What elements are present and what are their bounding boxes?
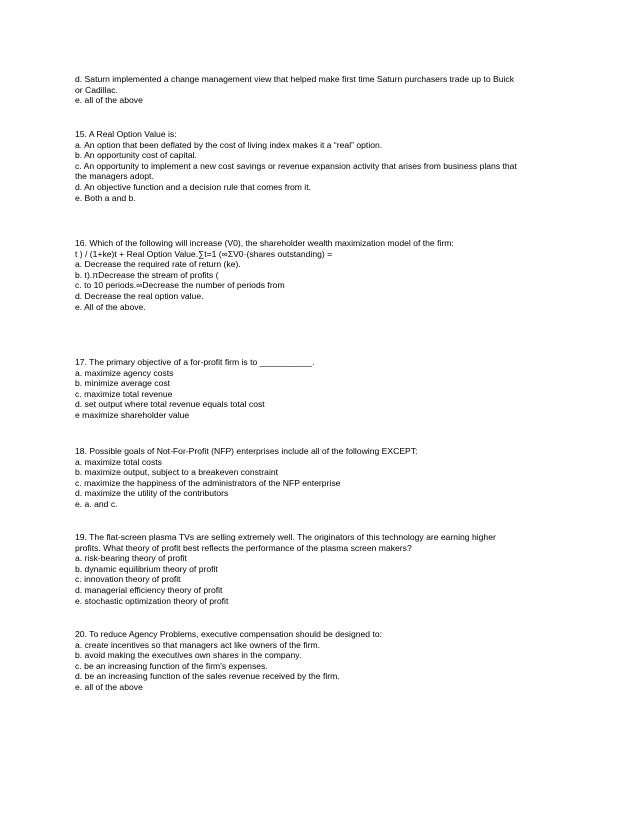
option-e: e. Both a and b. xyxy=(75,192,136,203)
question-15 xyxy=(75,129,575,203)
question-16 xyxy=(75,238,575,312)
option-d: d. be an increasing function of the sales revenue received by the firm. xyxy=(75,671,340,682)
formula-line: t ) / (1+ke)t + Real Option Value.∑t=1 (∞ΣV0·(shares outstanding) = xyxy=(75,248,333,259)
option-d: d. set output where total revenue equals total cost xyxy=(75,399,265,410)
option-a: a. maximize agency costs xyxy=(75,367,174,378)
option-e: e maximize shareholder value xyxy=(75,409,190,420)
option-d: d. managerial efficiency theory of profit xyxy=(75,584,223,595)
option-line: e. all of the above xyxy=(75,95,143,106)
option-c: c. be an increasing function of the firm's expenses. xyxy=(75,660,268,671)
option-c-continued: the managers adopt. xyxy=(75,171,154,182)
option-line: d. Saturn implemented a change management view that helped make first time Saturn purchasers trade up to Buick xyxy=(75,74,514,84)
option-c: c. to 10 periods.∞Decrease the number of periods from xyxy=(75,280,285,291)
option-d: d. maximize the utility of the contributors xyxy=(75,488,229,499)
question-stem: 16. Which of the following will increase (V0), the shareholder wealth maximization model of the firm: xyxy=(75,238,454,248)
question-stem: 15. A Real Option Value is: xyxy=(75,129,177,139)
question-20 xyxy=(75,629,575,693)
question-18 xyxy=(75,446,575,510)
question-stem: 20. To reduce Agency Problems, executive compensation should be designed to: xyxy=(75,629,383,639)
option-e: e. all of the above xyxy=(75,681,143,692)
question-19 xyxy=(75,532,575,606)
question-17 xyxy=(75,357,575,421)
option-e: e. All of the above. xyxy=(75,301,146,312)
option-a: a. create incentives so that managers act like owners of the firm. xyxy=(75,639,321,650)
question-14-tail xyxy=(75,74,575,106)
question-stem: 17. The primary objective of a for-profit firm is to ___________. xyxy=(75,357,315,367)
option-line: or Cadillac. xyxy=(75,84,118,95)
option-a: a. risk-bearing theory of profit xyxy=(75,553,187,564)
option-c: c. An opportunity to implement a new cost savings or revenue expansion activity that arises from business plans that xyxy=(75,160,517,171)
option-b: b. minimize average cost xyxy=(75,378,171,389)
question-stem: 18. Possible goals of Not-For-Profit (NFP) enterprises include all of the following EXCEPT: xyxy=(75,446,418,456)
option-d: d. Decrease the real option value. xyxy=(75,290,204,301)
option-c: c. maximize total revenue xyxy=(75,388,173,399)
option-e: e. stochastic optimization theory of profit xyxy=(75,595,229,606)
question-stem-continued: profits. What theory of profit best reflects the performance of the plasma screen makers? xyxy=(75,542,412,553)
option-a: a. An option that been deflated by the cost of living index makes it a “real” option. xyxy=(75,139,383,150)
option-d: d. An objective function and a decision rule that comes from it. xyxy=(75,181,311,192)
question-stem: 19. The flat-screen plasma TVs are selling extremely well. The originators of this technology are earning higher xyxy=(75,532,496,542)
option-a: a. Decrease the required rate of return (ke). xyxy=(75,259,241,270)
option-b: b. avoid making the executives own shares in the company. xyxy=(75,650,302,661)
option-b: b. dynamic equilibrium theory of profit xyxy=(75,563,218,574)
option-c: c. maximize the happiness of the administrators of the NFP enterprise xyxy=(75,477,341,488)
option-e: e. a. and c. xyxy=(75,498,118,509)
option-b: b. An opportunity cost of capital. xyxy=(75,150,197,161)
option-b: b. maximize output, subject to a breakeven constraint xyxy=(75,467,279,478)
option-a: a. maximize total costs xyxy=(75,456,162,467)
option-c: c. innovation theory of profit xyxy=(75,574,181,585)
option-b: b. t).πDecrease the stream of profits ( xyxy=(75,269,219,280)
